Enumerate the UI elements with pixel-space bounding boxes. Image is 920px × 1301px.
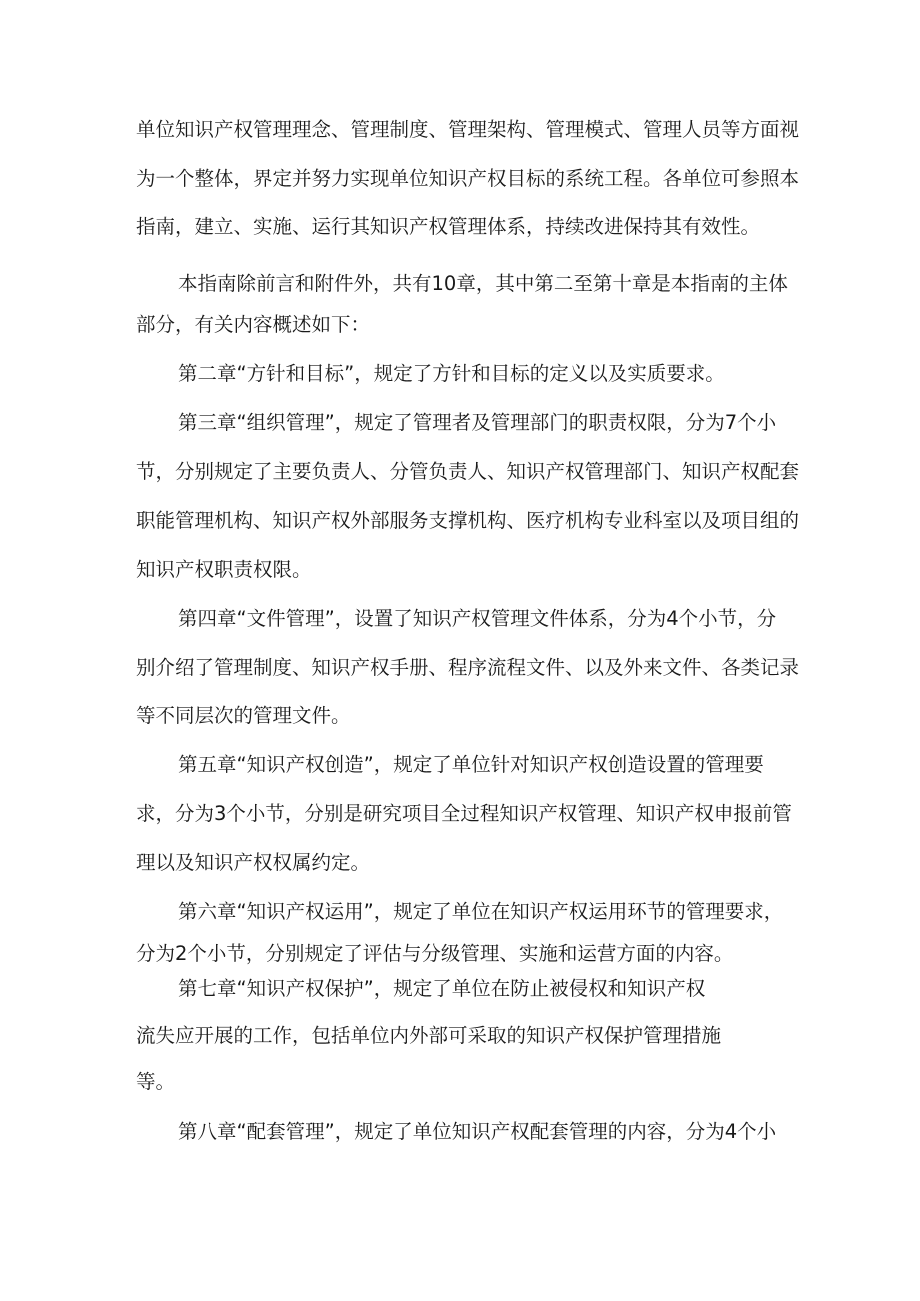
text-line: 职能管理机构、知识产权外部服务支撑机构、医疗机构专业科室以及项目组的 xyxy=(136,509,800,532)
text-line: 第二章“方针和目标”，规定了方针和目标的定义以及实质要求。 xyxy=(178,362,725,385)
text-line: 等不同层次的管理文件。 xyxy=(136,704,351,727)
text-line: 流失应开展的工作，包括单位内外部可采取的知识产权保护管理措施 xyxy=(136,1024,722,1047)
text-line: 第四章“文件管理”，设置了知识产权管理文件体系，分为4个小节，分 xyxy=(178,607,777,630)
text-line: 第六章“知识产权运用”，规定了单位在知识产权运用环节的管理要求， xyxy=(178,900,784,923)
text-line: 单位知识产权管理理念、管理制度、管理架构、管理模式、管理人员等方面视 xyxy=(136,118,800,141)
text-line: 求，分为3个小节，分别是研究项目全过程知识产权管理、知识产权申报前管 xyxy=(136,802,792,825)
text-line: 第三章“组织管理”，规定了管理者及管理部门的职责权限，分为7个小 xyxy=(178,411,777,434)
text-line: 本指南除前言和附件外，共有10章，其中第二至第十章是本指南的主体 xyxy=(178,272,788,295)
text-line: 节，分别规定了主要负责人、分管负责人、知识产权管理部门、知识产权配套 xyxy=(136,460,800,483)
text-line: 第七章“知识产权保护”，规定了单位在防止被侵权和知识产权 xyxy=(178,977,706,1000)
text-line: 指南，建立、实施、运行其知识产权管理体系，持续改进保持其有效性。 xyxy=(136,215,761,238)
text-line: 理以及知识产权权属约定。 xyxy=(136,851,371,874)
text-line: 第八章“配套管理”，规定了单位知识产权配套管理的内容，分为4个小 xyxy=(178,1120,777,1143)
text-line: 为一个整体，界定并努力实现单位知识产权目标的系统工程。各单位可参照本 xyxy=(136,167,800,190)
text-line: 第五章“知识产权创造”，规定了单位针对知识产权创造设置的管理要 xyxy=(178,753,764,776)
text-line: 部分，有关内容概述如下： xyxy=(136,313,371,336)
text-line: 别介绍了管理制度、知识产权手册、程序流程文件、以及外来文件、各类记录 xyxy=(136,656,800,679)
text-line: 等。 xyxy=(136,1070,176,1093)
text-line: 知识产权职责权限。 xyxy=(136,558,312,581)
text-line: 分为2个小节，分别规定了评估与分级管理、实施和运营方面的内容。 xyxy=(136,942,734,965)
